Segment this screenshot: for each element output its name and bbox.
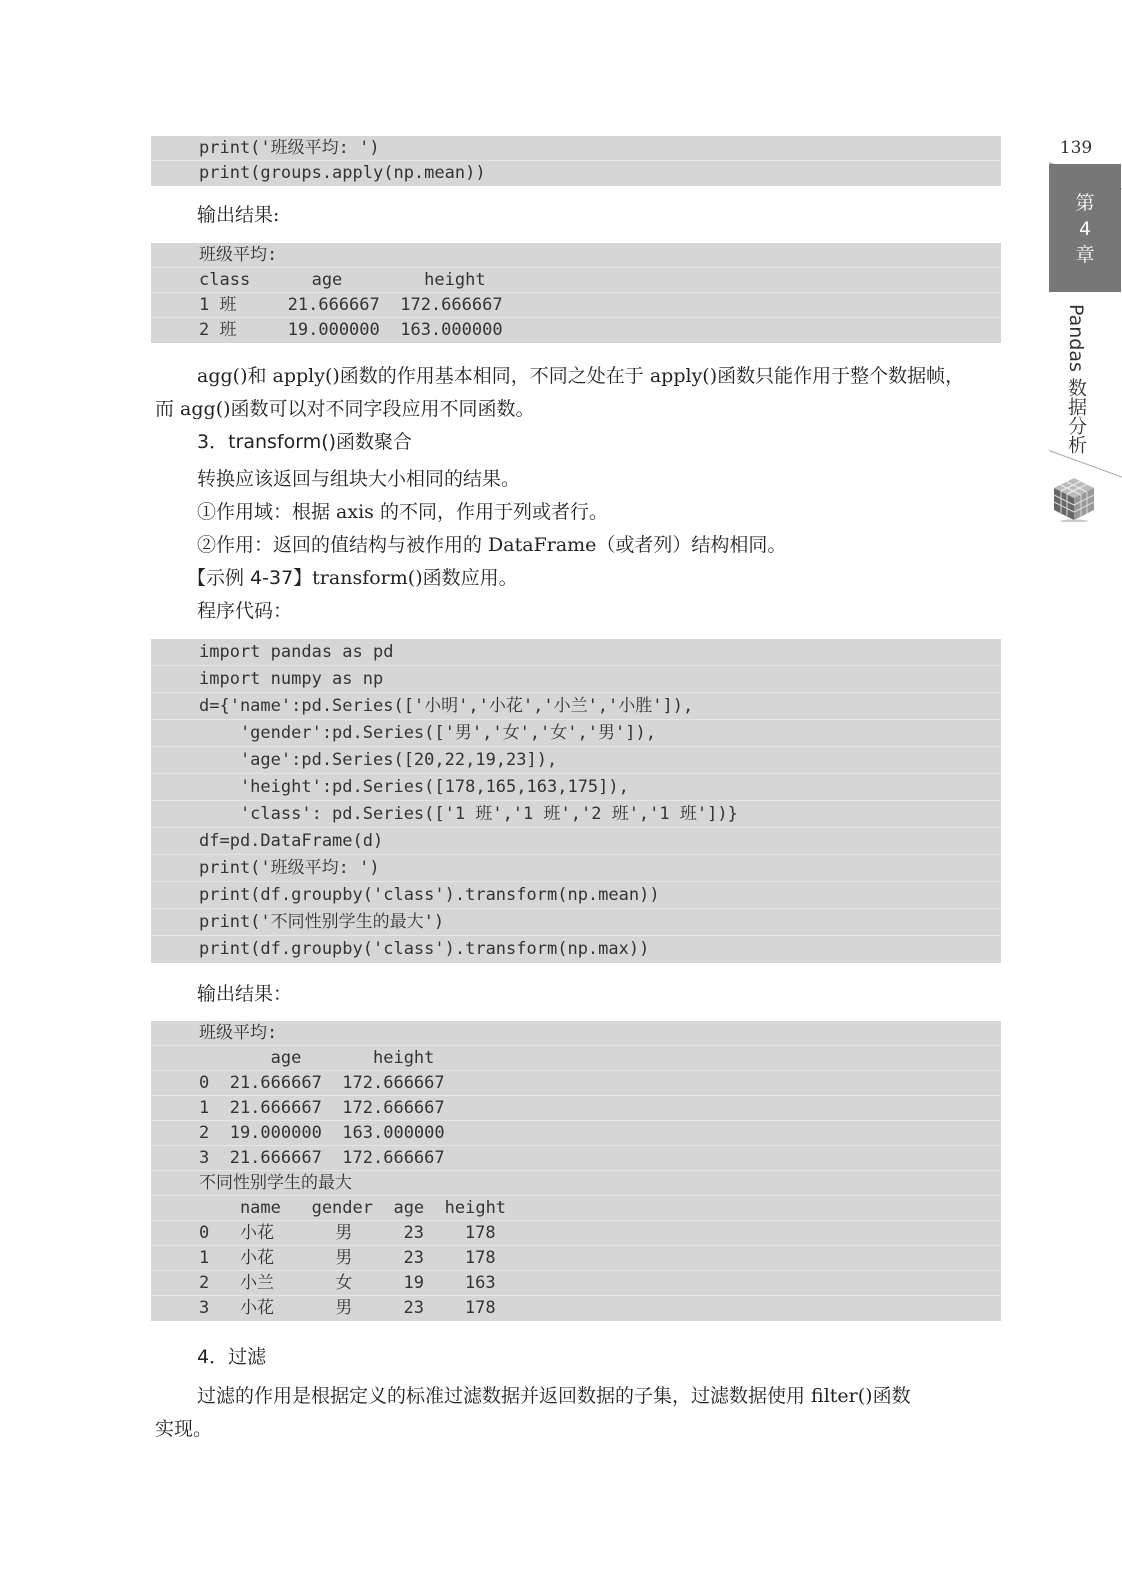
output-line: age height xyxy=(151,1046,1001,1071)
section-heading: 4．过滤 xyxy=(197,1346,267,1368)
code-line: 'height':pd.Series([178,165,163,175]), xyxy=(151,774,1001,801)
example-caption xyxy=(155,562,1001,595)
output-line: 1 小花 男 23 178 xyxy=(151,1246,1001,1271)
output-block xyxy=(151,1021,1001,1321)
output-line: 3 21.666667 172.666667 xyxy=(151,1146,1001,1171)
paragraph: ②作用：返回的值结构与被作用的 DataFrame（或者列）结构相同。 xyxy=(197,534,787,556)
code-line: print(df.groupby('class').transform(np.mean)) xyxy=(151,882,1001,909)
output-line: 3 小花 男 23 178 xyxy=(199,1298,496,1318)
code-line: print('不同性别学生的最大') xyxy=(151,909,1001,936)
output-block xyxy=(151,243,1001,343)
chapter-char: 章 xyxy=(1075,244,1095,266)
paragraph: 实现。 xyxy=(155,1418,213,1440)
example-text: transform()函数应用。 xyxy=(312,567,518,589)
program-label: 程序代码： xyxy=(197,600,293,622)
code-line: 'age':pd.Series([20,22,19,23]), xyxy=(151,747,1001,774)
paragraph: agg()和 apply()函数的作用基本相同，不同之处在于 apply()函数只能作用于整个数据帧， xyxy=(197,365,965,387)
output-line: 1 21.666667 172.666667 xyxy=(151,1096,1001,1121)
code-block xyxy=(151,136,1001,186)
output-line: 2 19.000000 163.000000 xyxy=(151,1121,1001,1146)
output-label: 输出结果: xyxy=(197,204,280,226)
code-line: print('班级平均: ') xyxy=(151,136,1001,161)
page-number: 139 xyxy=(1059,138,1093,158)
code-line: print(df.groupby('class').transform(np.max)) xyxy=(199,939,650,959)
output-line: 不同性别学生的最大 xyxy=(151,1171,1001,1196)
output-line: 0 小花 男 23 178 xyxy=(151,1221,1001,1246)
code-line: df=pd.DataFrame(d) xyxy=(151,828,1001,855)
code-line: print('班级平均: ') xyxy=(151,855,1001,882)
chapter-tab xyxy=(1049,164,1121,292)
chapter-number: 4 xyxy=(1078,218,1092,240)
output-line: 1 班 21.666667 172.666667 xyxy=(151,293,1001,318)
output-line: 班级平均: xyxy=(151,243,1001,268)
output-line: name gender age height xyxy=(151,1196,1001,1221)
book-title: Pandas 数据分析 xyxy=(1065,304,1087,454)
paragraph: 转换应该返回与组块大小相同的结果。 xyxy=(197,468,521,490)
output-label: 输出结果： xyxy=(197,983,293,1005)
output-line: 0 21.666667 172.666667 xyxy=(151,1071,1001,1096)
chapter-char: 第 xyxy=(1075,192,1095,214)
divider xyxy=(1049,450,1122,478)
code-block xyxy=(151,639,1001,963)
code-line: d={'name':pd.Series(['小明','小花','小兰','小胜']), xyxy=(151,693,1001,720)
output-line: 班级平均: xyxy=(151,1021,1001,1046)
code-line: 'gender':pd.Series(['男','女','女','男']), xyxy=(151,720,1001,747)
output-line: 2 小兰 女 19 163 xyxy=(151,1271,1001,1296)
code-line: 'class': pd.Series(['1 班','1 班','2 班','1 班'])} xyxy=(151,801,1001,828)
cube-icon xyxy=(1052,476,1096,522)
section-heading: 3．transform()函数聚合 xyxy=(197,431,413,453)
code-line: import pandas as pd xyxy=(151,639,1001,666)
output-line: class age height xyxy=(151,268,1001,293)
code-line: import numpy as np xyxy=(151,666,1001,693)
paragraph: 过滤的作用是根据定义的标准过滤数据并返回数据的子集，过滤数据使用 filter()函数 xyxy=(197,1385,911,1407)
output-line: 2 班 19.000000 163.000000 xyxy=(199,320,503,340)
example-label: 【示例 4-37】 xyxy=(187,567,313,589)
paragraph: 而 agg()函数可以对不同字段应用不同函数。 xyxy=(155,398,535,420)
code-line: print(groups.apply(np.mean)) xyxy=(199,163,486,183)
paragraph: ①作用域：根据 axis 的不同，作用于列或者行。 xyxy=(197,501,608,523)
